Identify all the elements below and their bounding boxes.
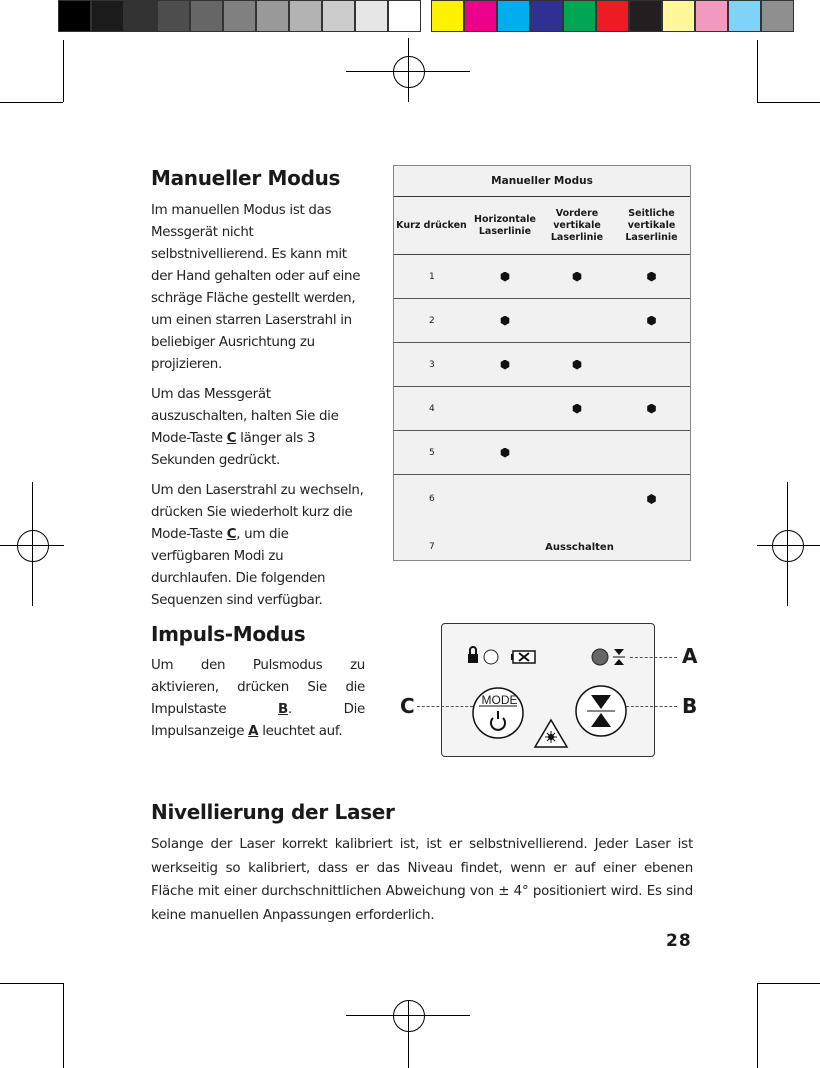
color-calibration-bar <box>58 0 794 32</box>
gray-swatch-10 <box>355 0 388 32</box>
row-number: 2 <box>429 315 435 326</box>
gray-swatch-7 <box>256 0 289 32</box>
control-panel-illustration <box>441 623 655 757</box>
impulse-mode-text: Um den Pulsmodus zu aktivieren, drücken Sie die Impulstaste B. Die Impulsanzeige A leuchtet auf. <box>151 658 365 739</box>
hexagon-mark-icon <box>647 272 657 282</box>
mark-cell <box>469 272 541 282</box>
color-swatch-4 <box>530 0 563 32</box>
manual-paragraph-1: Im manuellen Modus ist das Messgerät nicht selbstnivellierend. Es kann mit der Hand gehalten oder auf eine schräge Fläche gestellt werden, um einen starren Laserstrahl in beliebiger Ausrichtung zu projizieren. <box>151 203 361 372</box>
table-row <box>394 343 690 387</box>
row-number: 5 <box>429 447 435 458</box>
gray-swatch-11 <box>388 0 421 32</box>
manual-mode-heading: Manueller Modus <box>151 166 341 190</box>
color-swatch-9 <box>695 0 728 32</box>
mark-cell <box>541 360 613 370</box>
color-swatch-2 <box>464 0 497 32</box>
gray-swatch-1 <box>58 0 91 32</box>
table-row <box>394 387 690 431</box>
color-swatch-8 <box>662 0 695 32</box>
hexagon-mark-icon <box>647 404 657 414</box>
mark-cell <box>541 404 613 414</box>
row-number: 6 <box>429 494 435 504</box>
header-front-vertical-line: Vordere vertikale Laserlinie <box>550 207 604 243</box>
pulse-button <box>576 686 626 736</box>
header-horizontal-line: Horizontale Laserlinie <box>474 213 536 237</box>
pulse-indicator-light <box>592 649 608 665</box>
pulse-symbol-icon <box>613 649 625 665</box>
callout-b: B <box>682 694 698 718</box>
mode-label: MODE <box>481 693 518 707</box>
table-row <box>394 299 690 343</box>
mark-cell <box>541 272 613 282</box>
header-side-vertical-line: Seitliche vertikale Laserlinie <box>625 207 678 243</box>
table-title: Manueller Modus <box>394 166 690 197</box>
table-body <box>394 255 690 523</box>
battery-icon <box>511 651 535 663</box>
callout-c: C <box>400 694 415 718</box>
hexagon-mark-icon <box>572 360 582 370</box>
gray-swatch-3 <box>124 0 157 32</box>
lock-icon <box>468 647 478 663</box>
gray-swatches <box>58 0 421 32</box>
color-swatch-1 <box>431 0 464 32</box>
hexagon-mark-icon <box>500 272 510 282</box>
hexagon-mark-icon <box>572 404 582 414</box>
hexagon-mark-icon <box>500 448 510 458</box>
mark-cell <box>469 360 541 370</box>
mark-cell <box>469 316 541 326</box>
gray-swatch-9 <box>322 0 355 32</box>
row-number: 4 <box>429 403 435 414</box>
manual-mode-text <box>151 200 365 620</box>
hexagon-mark-icon <box>500 316 510 326</box>
manual-paragraph-2: Um das Messgerät auszuschalten, halten Sie die Mode-Taste C länger als 3 Sekunden gedrückt. <box>151 387 339 468</box>
manual-paragraph-3: Um den Laserstrahl zu wechseln, drücken Sie wiederholt kurz die Mode-Taste C, um die verfügbaren Modi zu durchlaufen. Die folgenden Sequenzen sind verfügbar. <box>151 483 364 608</box>
color-swatch-7 <box>629 0 662 32</box>
row-number: 1 <box>429 271 435 282</box>
color-swatch-3 <box>497 0 530 32</box>
leveling-text: Solange der Laser korrekt kalibriert ist, ist er selbstnivellierend. Jeder Laser ist werkseitig so kalibriert, dass er das Niveau findet, wenn er auf einer ebenen Fläche mit einer durchschnittlichen Abweichung von ± 4° positioniert wird. Es sind keine manuellen Anpassungen erforderlich. <box>151 837 693 923</box>
mark-cell <box>613 404 690 414</box>
mark-cell <box>613 272 690 282</box>
hexagon-mark-icon <box>647 316 657 326</box>
gray-swatch-6 <box>223 0 256 32</box>
gray-swatch-5 <box>190 0 223 32</box>
gray-swatch-4 <box>157 0 190 32</box>
table-row <box>394 431 690 475</box>
row-number: 3 <box>429 359 435 370</box>
color-swatches <box>431 0 794 32</box>
mark-cell <box>469 448 541 458</box>
page-number: 28 <box>666 931 692 951</box>
hexagon-mark-icon <box>500 360 510 370</box>
leveling-heading: Nivellierung der Laser <box>151 800 395 824</box>
callout-line-b <box>626 706 677 707</box>
lock-indicator-light <box>484 650 498 664</box>
color-swatch-11 <box>761 0 794 32</box>
color-swatch-6 <box>596 0 629 32</box>
off-label: Ausschalten <box>545 541 614 553</box>
callout-a: A <box>682 644 698 668</box>
table-row <box>394 475 690 523</box>
hexagon-mark-icon <box>647 494 657 504</box>
table-header <box>394 197 690 255</box>
row-number: 7 <box>429 542 435 552</box>
mark-cell <box>613 316 690 326</box>
table-row-off <box>394 523 690 571</box>
gray-swatch-2 <box>91 0 124 32</box>
mark-cell <box>613 494 690 504</box>
impulse-mode-heading: Impuls-Modus <box>151 622 306 646</box>
callout-line-c <box>417 706 473 707</box>
laser-warning-icon <box>535 720 567 747</box>
callout-line-a <box>630 657 677 658</box>
color-swatch-10 <box>728 0 761 32</box>
hexagon-mark-icon <box>572 272 582 282</box>
manual-mode-table <box>393 165 691 561</box>
gray-swatch-8 <box>289 0 322 32</box>
table-row <box>394 255 690 299</box>
header-short-press: Kurz drücken <box>396 219 467 231</box>
color-swatch-5 <box>563 0 596 32</box>
